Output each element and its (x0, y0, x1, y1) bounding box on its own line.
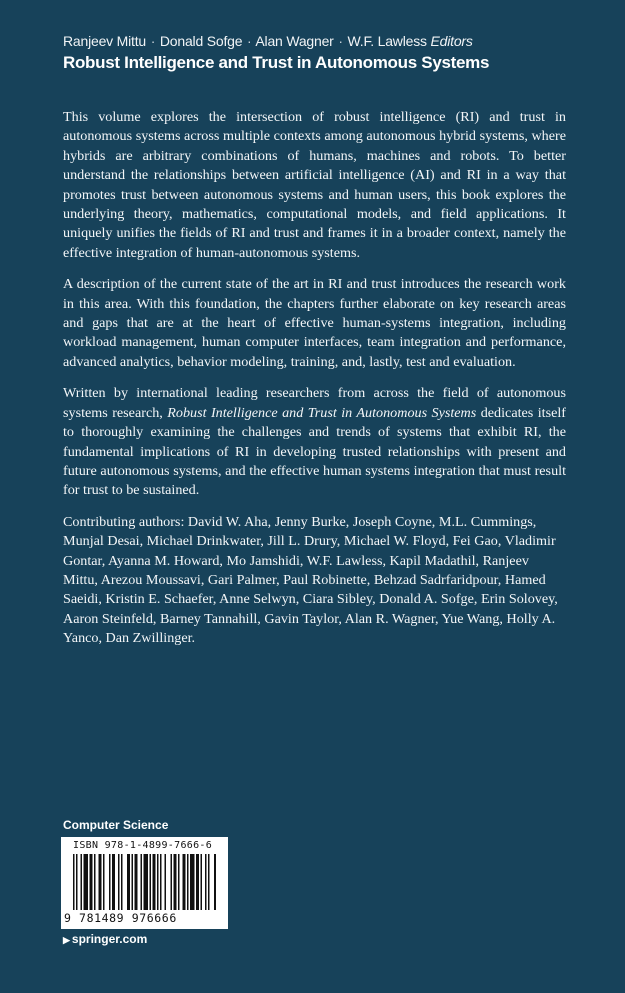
description (63, 108, 566, 661)
subject-category: Computer Science (63, 818, 169, 832)
editors-role: Editors (430, 33, 473, 49)
website-label: springer.com (71, 932, 148, 946)
paragraph-intro: This volume explores the intersection of robust intelligence (RI) and trust in autonomous systems across multiple contexts among autonomous hybrid systems, where hybrids are arbitrary combinations of humans, machines and robots. To better understand the relationships between artificial intelligence (AI) and RI in a way that promotes trust between autonomous systems and human users, this book explores the underlying theory, mathematics, computational models, and field applications. It uniquely unifies the fields of RI and trust and frames it in a broader context, namely the effective integration of human-autonomous systems. (63, 109, 566, 261)
barcode-digits: 9 781489 976666 (64, 911, 177, 925)
paragraph-text: Written by international leading researchers from across the field of autonomous systems research, (63, 385, 566, 421)
book-title-italic: Robust Intelligence and Trust in Autonomous Systems (167, 404, 477, 421)
editor-name: W.F. Lawless (347, 33, 427, 49)
paragraph-state-of-art: A description of the current state of the art in RI and trust introduces the research work in this area. With this foundation, the chapters further elaborate on key research areas and gaps that are at the heart of effective human-systems integration, including workload management, human computer interfaces, team integration and performance, advanced analytics, behavior modeling, training, and, lastly, test and evaluation. (63, 276, 566, 370)
isbn-label: ISBN 978-1-4899-7666-6 (73, 840, 213, 851)
paragraph-text: dedicates itself to thoroughly examining the challenges and trends of systems that exhibit RI, the fundamental implications of RI in developing trusted relationships with present and future autonomous systems, and the effective human systems integration that must result for trust to be sustained. (63, 404, 566, 499)
separator: · (338, 33, 343, 49)
editor-name: Donald Sofge (159, 33, 243, 49)
book-title: Robust Intelligence and Trust in Autonomous Systems (63, 53, 490, 72)
paragraph-contributors: Contributing authors: David W. Aha, Jenny Burke, Joseph Coyne, M.L. Cummings, Munjal Desai, Michael Drinkwater, Jill L. Drury, Michael W. Floyd, Fei Gao, Vladimir Gontar, Ayanna M. Howard, Mo Jamshidi, W.F. Lawless, Kapil Madathil, Ranjeev Mittu, Arezou Moussavi, Gari Palmer, Paul Robinette, Behzad Sadrfaridpour, Hamed Saeidi, Kristin E. Schaefer, Anne Selwyn, Ciara Sibley, Donald A. Sofge, Erin Solovey, Aaron Steinfeld, Barney Tannahill, Gavin Taylor, Alan R. Wagner, Yue Wang, Holly A. Yanco, Dan Zwillinger. (63, 513, 558, 647)
paragraph-written-by (63, 384, 566, 500)
editors-line (63, 33, 473, 49)
publisher-website[interactable] (63, 932, 147, 946)
editor-name: Alan Wagner (255, 33, 334, 49)
separator: · (150, 33, 156, 49)
separator: · (247, 33, 252, 49)
barcode-bars-icon (73, 854, 216, 910)
editor-name: Ranjeev Mittu (63, 33, 146, 49)
barcode (61, 837, 228, 929)
arrow-right-icon: ▶ (63, 935, 70, 945)
